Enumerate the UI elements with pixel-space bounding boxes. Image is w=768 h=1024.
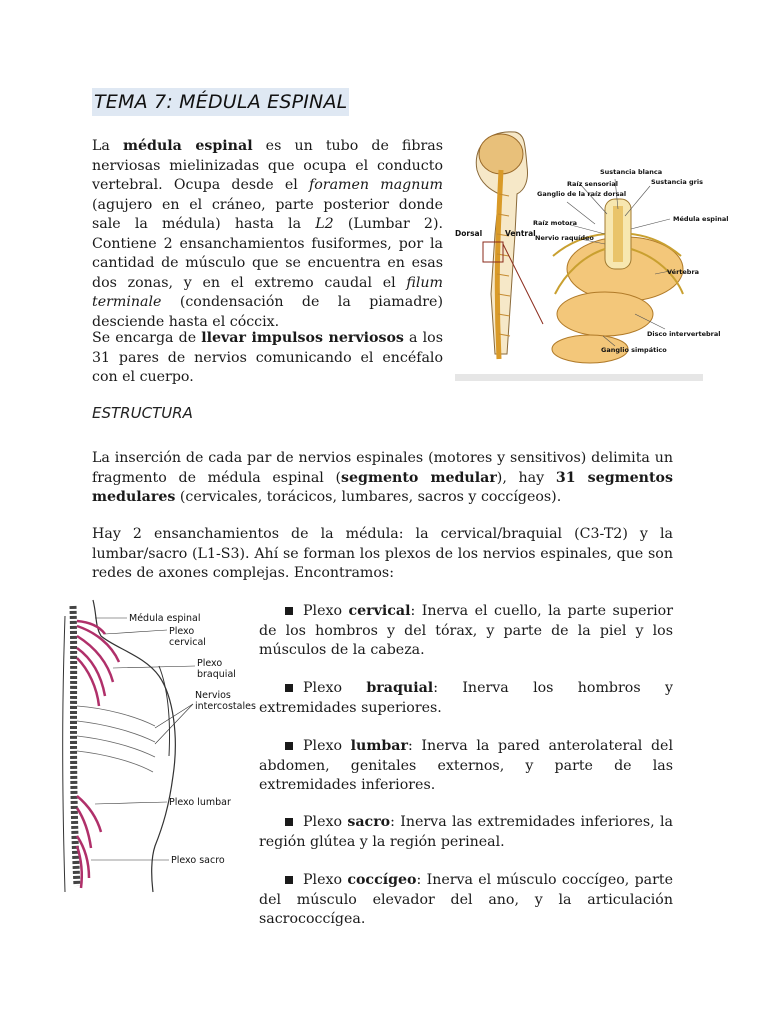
label-medula-espinal: Médula espinal: [129, 613, 201, 624]
label-ganglio-raiz: Ganglio de la raíz dorsal: [537, 190, 627, 198]
function-paragraph: Se encarga de llevar impulsos nerviosos a los 31 pares de nervios comunicando el encéfalo con el cuerpo.: [92, 330, 443, 385]
intro-paragraph: La médula espinal es un tubo de fibras nerviosas mielinizadas que ocupa el conducto vertebral. Ocupa desde el foramen magnum (agujero en el cráneo, parte posterior donde sale la médula) hasta la L2 (Lumbar 2). Contiene 2 ensanchamientos fusiformes, por la cantidad de músculo que se encuentra en esas dos zonas, y en el extremo caudal el filum terminale (condensación de la piamadre) desciende hasta el cóccix.: [92, 138, 444, 330]
bullet-square-icon: [285, 742, 293, 750]
bullet-square-icon: [285, 684, 293, 692]
label-ventral: Ventral: [505, 229, 536, 238]
label-nervio-raquideo: Nervio raquídeo: [535, 234, 594, 242]
plexus-item-braquial: Plexo braquial: Inerva los hombros y extremidades superiores.: [259, 680, 673, 716]
label-vertebra: Vértebra: [667, 268, 700, 276]
structure-paragraph: La inserción de cada par de nervios espinales (motores y sensitivos) delimita un fragmento de médula espinal (segmento medular), hay 31 segmentos medulares (cervicales, torácicos, lumbares, sacros y coccígeos).: [92, 450, 673, 505]
bullet-square-icon: [285, 876, 293, 884]
label-plexo-braquial: Plexo braquial: [197, 658, 236, 680]
label-raiz-motora: Raíz motora: [533, 219, 578, 227]
label-plexo-lumbar: Plexo lumbar: [169, 797, 231, 808]
plexus-item-cervical: Plexo cervical: Inerva el cuello, la parte superior de los hombros y del tórax, y parte de la piel y los músculos de la cabeza.: [259, 603, 673, 658]
section-heading: ESTRUCTURA: [92, 404, 193, 422]
label-disco: Disco intervertebral: [647, 330, 721, 338]
label-sustancia-blanca: Sustancia blanca: [600, 168, 663, 176]
spinal-cord-anatomy-figure: [455, 124, 729, 382]
label-plexo-cervical: Plexo cervical: [169, 626, 206, 648]
label-ganglio-simpatico: Ganglio simpático: [601, 346, 667, 354]
nerve-plexus-figure: [55, 596, 256, 896]
page-title: TEMA 7: MÉDULA ESPINAL: [92, 88, 349, 116]
label-plexo-sacro: Plexo sacro: [171, 855, 225, 866]
plexus-item-lumbar: Plexo lumbar: Inerva la pared anterolateral del abdomen, genitales externos, y parte de las extremidades inferiores.: [259, 738, 673, 793]
enlargements-paragraph: Hay 2 ensanchamientos de la médula: la cervical/braquial (C3-T2) y la lumbar/sacro (L1-S3). Ahí se forman los plexos de los nervios espinales, que son redes de axones complejas. Encontramos:: [92, 526, 673, 581]
label-medula-espinal: Médula espinal: [673, 215, 729, 223]
bullet-square-icon: [285, 607, 293, 615]
label-sustancia-gris: Sustancia gris: [651, 178, 703, 186]
plexus-item-sacro: Plexo sacro: Inerva las extremidades inferiores, la región glútea y la región perineal.: [259, 814, 673, 850]
bullet-square-icon: [285, 818, 293, 826]
label-raiz-sensorial: Raíz sensorial: [567, 180, 618, 188]
plexus-item-coccigeo: Plexo coccígeo: Inerva el músculo coccígeo, parte del músculo elevador del ano, y la articulación sacrococcígea.: [259, 872, 673, 927]
label-nervios-intercostales: Nervios intercostales: [195, 690, 256, 712]
label-dorsal: Dorsal: [455, 229, 483, 238]
